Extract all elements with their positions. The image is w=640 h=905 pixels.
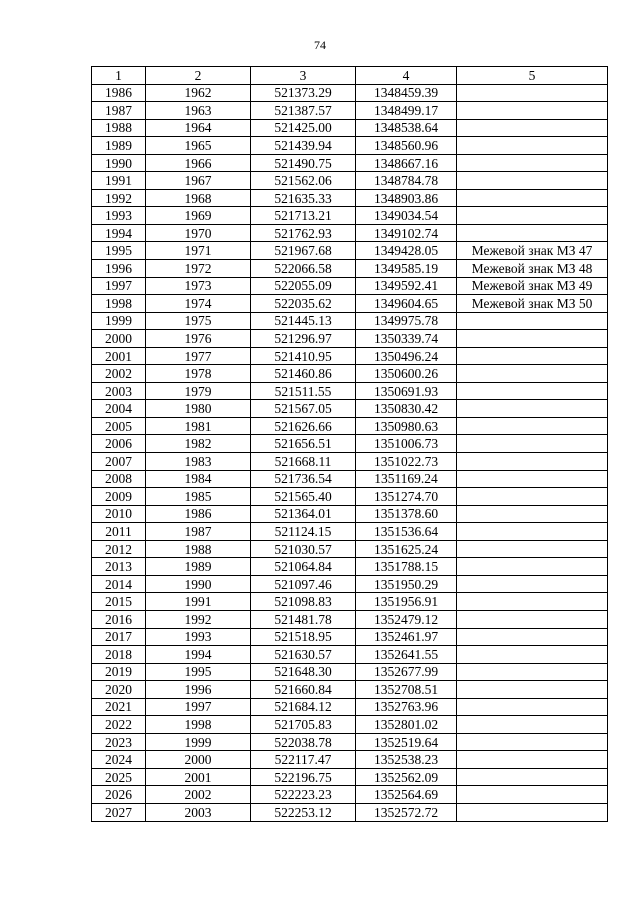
- x-coordinate-cell: 521481.78: [251, 610, 356, 628]
- y-coordinate-cell: 1349428.05: [356, 242, 457, 260]
- note-cell: Межевой знак МЗ 47: [457, 242, 608, 260]
- row-number-cell: 2012: [92, 540, 146, 558]
- note-cell: [457, 84, 608, 102]
- note-cell: [457, 575, 608, 593]
- x-coordinate-cell: 521518.95: [251, 628, 356, 646]
- table-row: [92, 382, 608, 400]
- note-cell: [457, 733, 608, 751]
- table-row: [92, 768, 608, 786]
- table-row: [92, 207, 608, 225]
- y-coordinate-cell: 1349102.74: [356, 224, 457, 242]
- row-number-cell: 2022: [92, 716, 146, 734]
- note-cell: Межевой знак МЗ 49: [457, 277, 608, 295]
- row-number-cell: 1996: [92, 260, 146, 278]
- row-number-cell: 2026: [92, 786, 146, 804]
- note-cell: [457, 382, 608, 400]
- y-coordinate-cell: 1350496.24: [356, 347, 457, 365]
- point-number-cell: 1982: [146, 435, 251, 453]
- table-row: [92, 242, 608, 260]
- note-cell: [457, 312, 608, 330]
- table-row: [92, 154, 608, 172]
- note-cell: [457, 453, 608, 471]
- y-coordinate-cell: 1352564.69: [356, 786, 457, 804]
- table-row: [92, 751, 608, 769]
- note-cell: [457, 137, 608, 155]
- x-coordinate-cell: 521410.95: [251, 347, 356, 365]
- table-header-row: [92, 67, 608, 85]
- row-number-cell: 1995: [92, 242, 146, 260]
- y-coordinate-cell: 1348560.96: [356, 137, 457, 155]
- table-row: [92, 84, 608, 102]
- point-number-cell: 1999: [146, 733, 251, 751]
- x-coordinate-cell: 522066.58: [251, 260, 356, 278]
- page-number: 74: [314, 38, 326, 52]
- note-cell: [457, 610, 608, 628]
- y-coordinate-cell: 1351169.24: [356, 470, 457, 488]
- table-row: [92, 681, 608, 699]
- note-cell: Межевой знак МЗ 48: [457, 260, 608, 278]
- note-cell: [457, 558, 608, 576]
- row-number-cell: 1989: [92, 137, 146, 155]
- x-coordinate-cell: 522196.75: [251, 768, 356, 786]
- x-coordinate-cell: 521967.68: [251, 242, 356, 260]
- x-coordinate-cell: 521490.75: [251, 154, 356, 172]
- row-number-cell: 2024: [92, 751, 146, 769]
- note-cell: [457, 751, 608, 769]
- point-number-cell: 1974: [146, 295, 251, 313]
- note-cell: [457, 172, 608, 190]
- note-cell: [457, 224, 608, 242]
- x-coordinate-cell: 521567.05: [251, 400, 356, 418]
- table-row: [92, 488, 608, 506]
- note-cell: [457, 119, 608, 137]
- table-row: [92, 435, 608, 453]
- note-cell: [457, 663, 608, 681]
- table-row: [92, 400, 608, 418]
- table-row: [92, 523, 608, 541]
- row-number-cell: 2005: [92, 417, 146, 435]
- note-cell: [457, 154, 608, 172]
- table-row: [92, 558, 608, 576]
- table-row: [92, 803, 608, 821]
- y-coordinate-cell: 1349975.78: [356, 312, 457, 330]
- table-row: [92, 260, 608, 278]
- table-row: [92, 189, 608, 207]
- note-cell: [457, 681, 608, 699]
- y-coordinate-cell: 1351788.15: [356, 558, 457, 576]
- row-number-cell: 2000: [92, 330, 146, 348]
- y-coordinate-cell: 1349604.65: [356, 295, 457, 313]
- table-row: [92, 347, 608, 365]
- x-coordinate-cell: 521064.84: [251, 558, 356, 576]
- note-cell: [457, 505, 608, 523]
- point-number-cell: 1981: [146, 417, 251, 435]
- point-number-cell: 1977: [146, 347, 251, 365]
- note-cell: [457, 207, 608, 225]
- row-number-cell: 2004: [92, 400, 146, 418]
- point-number-cell: 1979: [146, 382, 251, 400]
- y-coordinate-cell: 1350600.26: [356, 365, 457, 383]
- note-cell: [457, 470, 608, 488]
- row-number-cell: 2015: [92, 593, 146, 611]
- y-coordinate-cell: 1351625.24: [356, 540, 457, 558]
- y-coordinate-cell: 1352562.09: [356, 768, 457, 786]
- row-number-cell: 2011: [92, 523, 146, 541]
- table-row: [92, 330, 608, 348]
- note-cell: [457, 488, 608, 506]
- note-cell: [457, 716, 608, 734]
- y-coordinate-cell: 1350980.63: [356, 417, 457, 435]
- x-coordinate-cell: 521097.46: [251, 575, 356, 593]
- note-cell: [457, 803, 608, 821]
- point-number-cell: 1971: [146, 242, 251, 260]
- point-number-cell: 2003: [146, 803, 251, 821]
- row-number-cell: 2009: [92, 488, 146, 506]
- table-row: [92, 312, 608, 330]
- table-row: [92, 470, 608, 488]
- x-coordinate-cell: 521668.11: [251, 453, 356, 471]
- row-number-cell: 1999: [92, 312, 146, 330]
- y-coordinate-cell: 1351274.70: [356, 488, 457, 506]
- point-number-cell: 1965: [146, 137, 251, 155]
- y-coordinate-cell: 1348499.17: [356, 102, 457, 120]
- point-number-cell: 2002: [146, 786, 251, 804]
- x-coordinate-cell: 521713.21: [251, 207, 356, 225]
- y-coordinate-cell: 1352479.12: [356, 610, 457, 628]
- x-coordinate-cell: 522055.09: [251, 277, 356, 295]
- point-number-cell: 1980: [146, 400, 251, 418]
- point-number-cell: 1962: [146, 84, 251, 102]
- column-header-4: 4: [356, 67, 457, 85]
- table-row: [92, 417, 608, 435]
- row-number-cell: 1997: [92, 277, 146, 295]
- x-coordinate-cell: 521439.94: [251, 137, 356, 155]
- note-cell: [457, 628, 608, 646]
- point-number-cell: 1995: [146, 663, 251, 681]
- row-number-cell: 1990: [92, 154, 146, 172]
- table-row: [92, 733, 608, 751]
- row-number-cell: 2027: [92, 803, 146, 821]
- table-row: [92, 646, 608, 664]
- x-coordinate-cell: 521648.30: [251, 663, 356, 681]
- table-row: [92, 628, 608, 646]
- table-row: [92, 610, 608, 628]
- column-header-3: 3: [251, 67, 356, 85]
- row-number-cell: 2016: [92, 610, 146, 628]
- x-coordinate-cell: 521364.01: [251, 505, 356, 523]
- table-row: [92, 365, 608, 383]
- y-coordinate-cell: 1352641.55: [356, 646, 457, 664]
- note-cell: [457, 347, 608, 365]
- point-number-cell: 1992: [146, 610, 251, 628]
- row-number-cell: 2018: [92, 646, 146, 664]
- y-coordinate-cell: 1352538.23: [356, 751, 457, 769]
- note-cell: [457, 189, 608, 207]
- y-coordinate-cell: 1351006.73: [356, 435, 457, 453]
- note-cell: [457, 400, 608, 418]
- y-coordinate-cell: 1351378.60: [356, 505, 457, 523]
- y-coordinate-cell: 1349585.19: [356, 260, 457, 278]
- table-row: [92, 505, 608, 523]
- table-row: [92, 593, 608, 611]
- x-coordinate-cell: 521387.57: [251, 102, 356, 120]
- table-row: [92, 102, 608, 120]
- table-row: [92, 277, 608, 295]
- x-coordinate-cell: 521562.06: [251, 172, 356, 190]
- y-coordinate-cell: 1352461.97: [356, 628, 457, 646]
- point-number-cell: 1963: [146, 102, 251, 120]
- table-row: [92, 575, 608, 593]
- point-number-cell: 1991: [146, 593, 251, 611]
- point-number-cell: 1997: [146, 698, 251, 716]
- row-number-cell: 2019: [92, 663, 146, 681]
- y-coordinate-cell: 1349034.54: [356, 207, 457, 225]
- y-coordinate-cell: 1351956.91: [356, 593, 457, 611]
- row-number-cell: 1994: [92, 224, 146, 242]
- column-header-1: 1: [92, 67, 146, 85]
- point-number-cell: 1966: [146, 154, 251, 172]
- x-coordinate-cell: 522035.62: [251, 295, 356, 313]
- x-coordinate-cell: 521705.83: [251, 716, 356, 734]
- point-number-cell: 1978: [146, 365, 251, 383]
- table-row: [92, 698, 608, 716]
- x-coordinate-cell: 521098.83: [251, 593, 356, 611]
- point-number-cell: 1970: [146, 224, 251, 242]
- note-cell: [457, 698, 608, 716]
- column-header-5: 5: [457, 67, 608, 85]
- table-row: [92, 716, 608, 734]
- x-coordinate-cell: 521124.15: [251, 523, 356, 541]
- point-number-cell: 1975: [146, 312, 251, 330]
- note-cell: [457, 593, 608, 611]
- point-number-cell: 1990: [146, 575, 251, 593]
- y-coordinate-cell: 1352708.51: [356, 681, 457, 699]
- note-cell: [457, 646, 608, 664]
- table-row: [92, 137, 608, 155]
- y-coordinate-cell: 1348459.39: [356, 84, 457, 102]
- x-coordinate-cell: 521511.55: [251, 382, 356, 400]
- point-number-cell: 1993: [146, 628, 251, 646]
- x-coordinate-cell: 521762.93: [251, 224, 356, 242]
- table-row: [92, 224, 608, 242]
- x-coordinate-cell: 521660.84: [251, 681, 356, 699]
- y-coordinate-cell: 1352677.99: [356, 663, 457, 681]
- note-cell: [457, 768, 608, 786]
- note-cell: [457, 365, 608, 383]
- y-coordinate-cell: 1348903.86: [356, 189, 457, 207]
- y-coordinate-cell: 1348538.64: [356, 119, 457, 137]
- point-number-cell: 1998: [146, 716, 251, 734]
- row-number-cell: 2008: [92, 470, 146, 488]
- point-number-cell: 1967: [146, 172, 251, 190]
- row-number-cell: 1991: [92, 172, 146, 190]
- point-number-cell: 1973: [146, 277, 251, 295]
- x-coordinate-cell: 521373.29: [251, 84, 356, 102]
- table-row: [92, 453, 608, 471]
- column-header-2: 2: [146, 67, 251, 85]
- row-number-cell: 2023: [92, 733, 146, 751]
- note-cell: [457, 417, 608, 435]
- row-number-cell: 2013: [92, 558, 146, 576]
- table-row: [92, 119, 608, 137]
- y-coordinate-cell: 1352801.02: [356, 716, 457, 734]
- row-number-cell: 1993: [92, 207, 146, 225]
- table-row: [92, 295, 608, 313]
- x-coordinate-cell: 522038.78: [251, 733, 356, 751]
- x-coordinate-cell: 521630.57: [251, 646, 356, 664]
- x-coordinate-cell: 521296.97: [251, 330, 356, 348]
- table-row: [92, 786, 608, 804]
- x-coordinate-cell: 522223.23: [251, 786, 356, 804]
- row-number-cell: 2007: [92, 453, 146, 471]
- table-body: [92, 84, 608, 821]
- x-coordinate-cell: 521460.86: [251, 365, 356, 383]
- note-cell: [457, 435, 608, 453]
- row-number-cell: 2006: [92, 435, 146, 453]
- x-coordinate-cell: 522253.12: [251, 803, 356, 821]
- row-number-cell: 1998: [92, 295, 146, 313]
- table-row: [92, 172, 608, 190]
- x-coordinate-cell: 521030.57: [251, 540, 356, 558]
- point-number-cell: 1976: [146, 330, 251, 348]
- y-coordinate-cell: 1349592.41: [356, 277, 457, 295]
- point-number-cell: 1989: [146, 558, 251, 576]
- row-number-cell: 2001: [92, 347, 146, 365]
- row-number-cell: 2020: [92, 681, 146, 699]
- y-coordinate-cell: 1352519.64: [356, 733, 457, 751]
- point-number-cell: 1984: [146, 470, 251, 488]
- row-number-cell: 1992: [92, 189, 146, 207]
- coordinates-table: [91, 66, 608, 822]
- point-number-cell: 1985: [146, 488, 251, 506]
- y-coordinate-cell: 1350691.93: [356, 382, 457, 400]
- y-coordinate-cell: 1352572.72: [356, 803, 457, 821]
- row-number-cell: 2003: [92, 382, 146, 400]
- x-coordinate-cell: 522117.47: [251, 751, 356, 769]
- point-number-cell: 1968: [146, 189, 251, 207]
- x-coordinate-cell: 521656.51: [251, 435, 356, 453]
- point-number-cell: 1983: [146, 453, 251, 471]
- note-cell: [457, 540, 608, 558]
- point-number-cell: 1972: [146, 260, 251, 278]
- point-number-cell: 1988: [146, 540, 251, 558]
- x-coordinate-cell: 521635.33: [251, 189, 356, 207]
- point-number-cell: 1969: [146, 207, 251, 225]
- point-number-cell: 2000: [146, 751, 251, 769]
- point-number-cell: 1986: [146, 505, 251, 523]
- y-coordinate-cell: 1348667.16: [356, 154, 457, 172]
- point-number-cell: 1996: [146, 681, 251, 699]
- row-number-cell: 2010: [92, 505, 146, 523]
- row-number-cell: 1986: [92, 84, 146, 102]
- row-number-cell: 1988: [92, 119, 146, 137]
- x-coordinate-cell: 521425.00: [251, 119, 356, 137]
- point-number-cell: 1987: [146, 523, 251, 541]
- table-row: [92, 540, 608, 558]
- note-cell: [457, 786, 608, 804]
- x-coordinate-cell: 521736.54: [251, 470, 356, 488]
- row-number-cell: 2021: [92, 698, 146, 716]
- x-coordinate-cell: 521565.40: [251, 488, 356, 506]
- note-cell: [457, 330, 608, 348]
- row-number-cell: 2002: [92, 365, 146, 383]
- y-coordinate-cell: 1350830.42: [356, 400, 457, 418]
- point-number-cell: 2001: [146, 768, 251, 786]
- x-coordinate-cell: 521626.66: [251, 417, 356, 435]
- point-number-cell: 1964: [146, 119, 251, 137]
- y-coordinate-cell: 1348784.78: [356, 172, 457, 190]
- y-coordinate-cell: 1351536.64: [356, 523, 457, 541]
- point-number-cell: 1994: [146, 646, 251, 664]
- row-number-cell: 1987: [92, 102, 146, 120]
- note-cell: [457, 102, 608, 120]
- y-coordinate-cell: 1352763.96: [356, 698, 457, 716]
- row-number-cell: 2014: [92, 575, 146, 593]
- y-coordinate-cell: 1350339.74: [356, 330, 457, 348]
- y-coordinate-cell: 1351022.73: [356, 453, 457, 471]
- table-row: [92, 663, 608, 681]
- x-coordinate-cell: 521684.12: [251, 698, 356, 716]
- note-cell: Межевой знак МЗ 50: [457, 295, 608, 313]
- row-number-cell: 2017: [92, 628, 146, 646]
- row-number-cell: 2025: [92, 768, 146, 786]
- note-cell: [457, 523, 608, 541]
- y-coordinate-cell: 1351950.29: [356, 575, 457, 593]
- x-coordinate-cell: 521445.13: [251, 312, 356, 330]
